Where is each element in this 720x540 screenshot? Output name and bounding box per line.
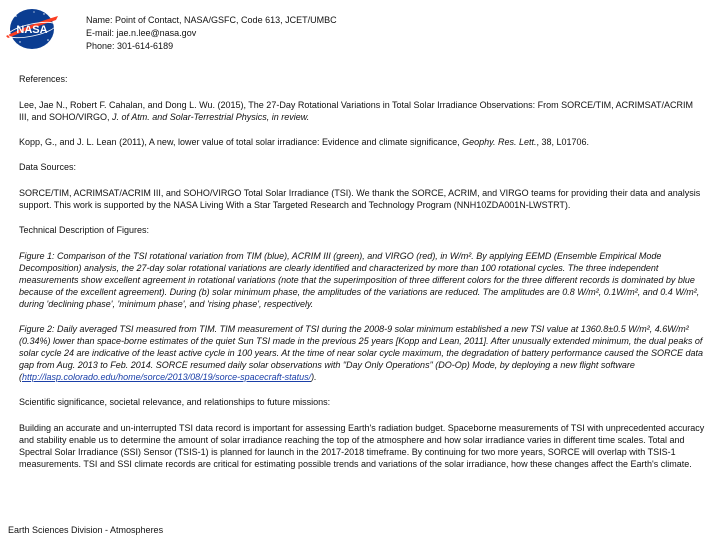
main-content	[19, 73, 705, 470]
contact-block	[86, 14, 337, 53]
data-sources-text: SORCE/TIM, ACRIMSAT/ACRIM III, and SOHO/VIRGO Total Solar Irradiance (TSI). We thank the SORCE, ACRIM, and VIRGO teams for providing their data and analysis support. This work is supported by the NASA Living With a Star Targeted Research and Technology Program (NNH10ZDA001N-LWSTRT).	[19, 188, 701, 210]
contact-phone: Phone: 301-614-6189	[86, 41, 174, 51]
sorce-status-link[interactable]: http://lasp.colorado.edu/home/sorce/2013/08/19/sorce-spacecraft-status/	[22, 372, 312, 382]
nasa-logo-text: NASA	[16, 24, 48, 36]
contact-name: Name: Point of Contact, NASA/GSFC, Code 613, JCET/UMBC	[86, 15, 337, 25]
figure-2-description: Figure 2: Daily averaged TSI measured from TIM. TIM measurement of TSI during the 2008-9 solar minimum established a new TSI value at 1360.8±0.5 W/m², 4.6W/m² (0.34%) lower than space-borne estimates of the quiet Sun TSI made in the previous 25 years [Kopp and Lean, 2011]. After unusually extended minimum, the dual peaks of solar cycle 24 are indicative of the least active cycle in 100 years. At the time of near solar cycle maximum, the degradation of battery performance caused the SORCE data gap from Aug. 2013 to Feb. 2014. SORCE resumed daily solar observations with "Day Only Operations" (DO-Op) Mode, by deploying a new flight software (http://lasp.colorado.edu/home/sorce/2013/08/19/sorce-spacecraft-status/).	[19, 324, 704, 382]
significance-text: Building an accurate and un-interrupted TSI data record is important for assessing Earth's radiation budget. Spaceborne measurements of TSI with unprecedented accuracy and stability enable us to determine the amount of solar irradiance reaching the top of the atmosphere and how solar irradiance varies in different time scales. Total and Spectral Solar Irradiance (SSI) Sensor (TSIS-1) is planned for launch in the 2017-2018 timeframe. By continuing for two more years, SORCE will overlap with TSIS-1 measurements. TSI and SSI climate records are critical for estimating possible trends and variations of the solar irradiance, how these changes affect the Earth's climate.	[19, 423, 705, 469]
significance-heading: Scientific significance, societal relevance, and relationships to future missions:	[19, 397, 331, 407]
footer-division: Earth Sciences Division - Atmospheres	[8, 525, 164, 535]
nasa-logo	[4, 6, 60, 52]
reference-kopp: Kopp, G., and J. L. Lean (2011), A new, lower value of total solar irradiance: Evidence and climate significance, Geophy. Res. Lett., 38, L01706.	[19, 137, 590, 147]
references-heading: References:	[19, 74, 68, 84]
reference-lee: Lee, Jae N., Robert F. Cahalan, and Dong L. Wu. (2015), The 27-Day Rotational Variations in Total Solar Irradiance Observations: From SORCE/TIM, ACRIMSAT/ACRIM III, and SOHO/VIRGO, J. of Atm. and Solar-Terrestrial Physics, in review.	[19, 100, 693, 122]
data-sources-heading: Data Sources:	[19, 162, 77, 172]
technical-heading: Technical Description of Figures:	[19, 225, 150, 235]
contact-email: E-mail: jae.n.lee@nasa.gov	[86, 28, 197, 38]
figure-1-description: Figure 1: Comparison of the TSI rotational variation from TIM (blue), ACRIM III (green), and VIRGO (red), in W/m². By applying EEMD (Ensemble Empirical Mode Decomposition) analysis, the 27-day solar rotational variations are clearly identified and characterized by more than 100 rotational cycles. The three independent measurements show excellent agreement in rotational variations (note that the superimposition of three different colors for the three different records is dominated by blue because of the excellent agreement). During (b) solar minimum phase, the amplitudes of the variations are reduced. The amplitudes are 0.8 W/m², 0.1W/m², and 0.4 W/m², during 'declining phase', 'minimum phase', and 'rising phase', respectively.	[19, 251, 700, 309]
